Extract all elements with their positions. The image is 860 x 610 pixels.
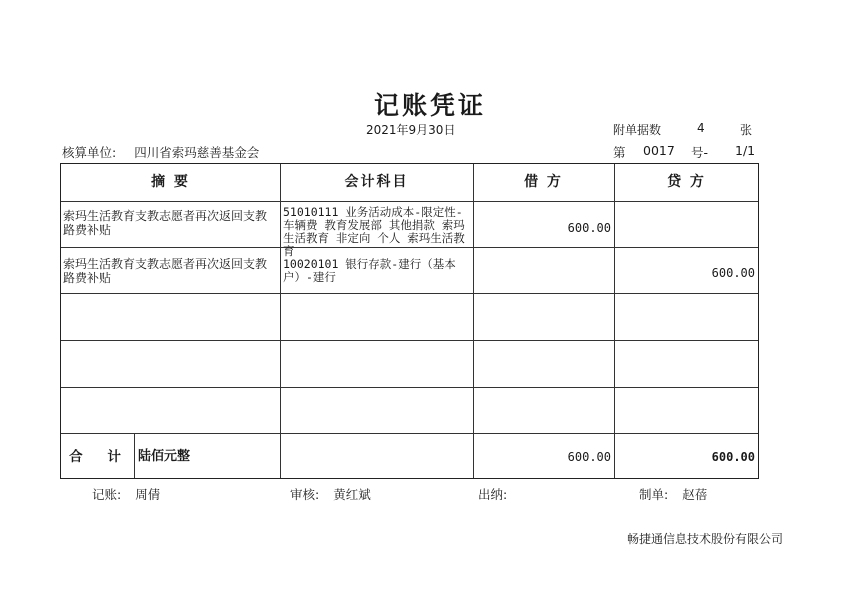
row1-debit: 600.00 bbox=[567, 221, 611, 235]
attachment-count bbox=[613, 121, 753, 138]
total-debit: 600.00 bbox=[567, 450, 611, 464]
voucher-number-value: 0017 bbox=[643, 143, 675, 158]
preparer-signature bbox=[639, 485, 707, 503]
reviewer-signature bbox=[290, 485, 371, 503]
reviewer-label: 审核: bbox=[290, 487, 320, 502]
voucher-number-prefix: 第 bbox=[613, 145, 626, 160]
attachment-unit: 张 bbox=[740, 123, 753, 137]
row2-credit: 600.00 bbox=[711, 266, 755, 280]
voucher-title: 记账凭证 bbox=[373, 91, 486, 120]
preparer-name: 赵蓓 bbox=[682, 487, 708, 502]
attachment-label: 附单据数 bbox=[613, 123, 662, 137]
voucher-date: 2021年9月30日 bbox=[366, 123, 456, 137]
accounting-unit-value: 四川省索玛慈善基金会 bbox=[134, 145, 260, 160]
bookkeeper-signature bbox=[92, 485, 160, 503]
accounting-unit bbox=[62, 143, 259, 161]
voucher-page: 1/1 bbox=[735, 143, 756, 158]
total-amount-words: 陆佰元整 bbox=[138, 449, 191, 464]
row1-summary: 索玛生活教育支教志愿者再次返回支教路费补贴 bbox=[63, 209, 268, 237]
accounting-unit-label: 核算单位: bbox=[62, 145, 117, 160]
header-debit: 借 方 bbox=[524, 174, 563, 190]
preparer-label: 制单: bbox=[639, 487, 669, 502]
row1-subject: 51010111 业务活动成本-限定性-车辆费 教育发展部 其他捐款 索玛生活教育 非定向 个人 索玛生活教育 bbox=[283, 205, 465, 258]
voucher-table bbox=[60, 163, 759, 479]
voucher-number-suffix: 号- bbox=[691, 145, 709, 160]
bookkeeper-name: 周倩 bbox=[135, 487, 161, 502]
software-company: 畅捷通信息技术股份有限公司 bbox=[627, 532, 784, 546]
header-credit: 贷 方 bbox=[667, 174, 706, 190]
total-label: 合 计 bbox=[69, 449, 131, 465]
attachment-number: 4 bbox=[697, 121, 705, 135]
bookkeeper-label: 记账: bbox=[92, 487, 122, 502]
header-summary: 摘 要 bbox=[151, 174, 190, 190]
header-subject: 会计科目 bbox=[344, 174, 409, 190]
cashier-signature bbox=[478, 485, 517, 503]
reviewer-name: 黄红斌 bbox=[333, 487, 371, 502]
row2-summary: 索玛生活教育支教志愿者再次返回支教路费补贴 bbox=[63, 257, 268, 285]
total-credit: 600.00 bbox=[711, 450, 755, 464]
row2-subject: 10020101 银行存款-建行（基本户）-建行 bbox=[283, 257, 456, 284]
cashier-label: 出纳: bbox=[478, 487, 508, 502]
